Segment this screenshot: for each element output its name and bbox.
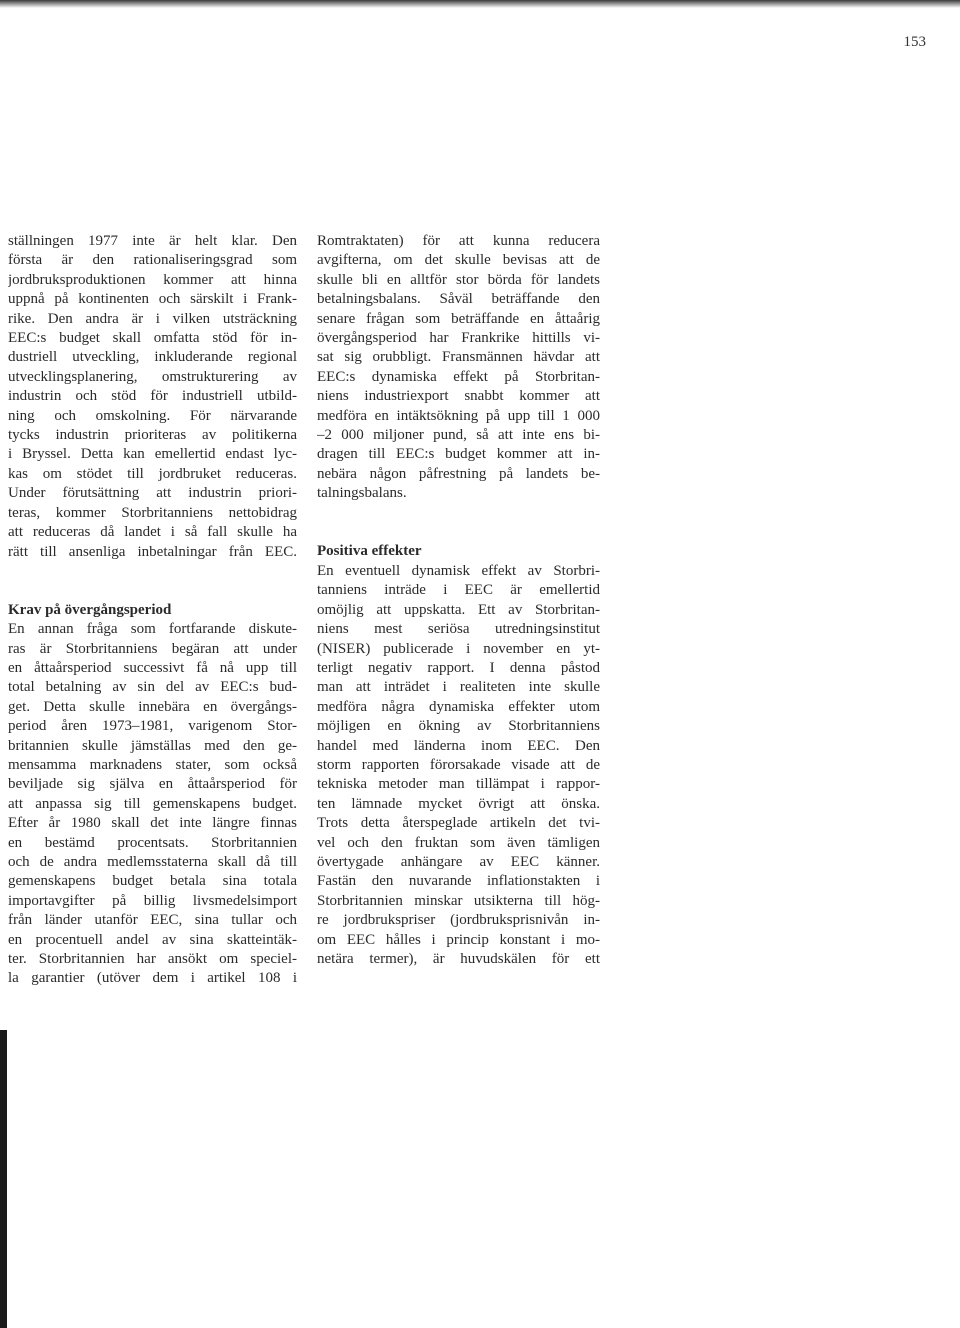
text-line: britannien skulle jämställas med den ge- xyxy=(8,737,297,754)
text-line: Romtraktaten) för att kunna reducera xyxy=(317,233,600,249)
text-line: dustriell utveckling, inkluderande regional xyxy=(8,349,297,366)
text-line: En eventuell dynamisk effekt av Storbri- xyxy=(317,562,600,579)
text-line: En annan fråga som fortfarande diskute- xyxy=(8,621,297,638)
text-line: niens industriexport snabbt kommer att xyxy=(317,388,600,405)
text-line: mensamma marknadens stater, som också xyxy=(8,756,297,773)
left-column xyxy=(8,232,297,989)
text-line: i Bryssel. Detta kan emellertid endast lyc- xyxy=(8,446,297,463)
text-line: dragen till EEC:s budget kommer att in- xyxy=(317,446,600,463)
right-paragraph-1 xyxy=(317,232,600,504)
text-line: man att inträdet i realiteten inte skulle xyxy=(317,679,600,696)
right-paragraph-2 xyxy=(317,562,600,970)
text-line: Storbritannien minskar utsikterna till hög- xyxy=(317,892,600,909)
text-line: ras är Storbritanniens begäran att under xyxy=(8,640,297,657)
text-line: vel och den fruktan som även tämligen xyxy=(317,834,600,851)
text-line: tekniska metoder man tillämpat i rappor- xyxy=(317,776,600,793)
text-line: senare frågan som beträffande en åttaårig xyxy=(317,310,600,327)
text-line: från länder utanför EEC, sina tullar och xyxy=(8,912,297,929)
right-column xyxy=(317,232,600,969)
text-line: handel med länderna inom EEC. Den xyxy=(317,737,600,754)
text-line: Efter år 1980 skall det inte längre finnas xyxy=(8,815,297,832)
text-line: och de andra medlemsstaterna skall då till xyxy=(8,853,297,870)
text-line: teras, kommer Storbritanniens nettobidrag xyxy=(8,504,297,521)
text-line: netära termer), är huvudskälen för ett xyxy=(317,951,600,967)
text-line: Fastän den nuvarande inflationstakten i xyxy=(317,873,600,890)
text-line: att anpassa sig till gemenskapens budget. xyxy=(8,795,297,812)
text-line: re jordbrukspriser (jordbruksprisnivån in- xyxy=(317,912,600,929)
text-line: övergångsperiod har Frankrike hittills vi- xyxy=(317,330,600,347)
text-line: ten lämnade mycket övrigt att önska. xyxy=(317,795,600,812)
left-paragraph-1 xyxy=(8,232,297,562)
text-line: uppnå på kontinenten och särskilt i Frank- xyxy=(8,291,297,308)
text-line: EEC:s budget skall omfatta stöd för in- xyxy=(8,330,297,347)
text-line: möjligen en ökning av Storbritanniens xyxy=(317,718,600,735)
text-line: utvecklingsplanering, omstrukturering av xyxy=(8,368,297,385)
scan-edge-top xyxy=(0,0,960,8)
text-line: omöjlig att uppskatta. Ett av Storbritan- xyxy=(317,601,600,618)
text-line: rike. Den andra är i vilken utsträckning xyxy=(8,310,297,327)
text-line: om EEC hålles i princip konstant i mo- xyxy=(317,931,600,948)
text-line: Under förutsättning att industrin priori- xyxy=(8,485,297,502)
text-line: talningsbalans. xyxy=(317,485,407,502)
text-line: beviljade sig själva en åttaårsperiod för xyxy=(8,776,297,793)
text-line: gemenskapens budget betala sina totala xyxy=(8,873,297,890)
text-line: övertygade anhängare av EEC känner. xyxy=(317,853,600,870)
left-paragraph-2 xyxy=(8,620,297,989)
text-line: jordbruksproduktionen kommer att hinna xyxy=(8,271,297,288)
text-line: sat sig orubbligt. Fransmännen hävdar att xyxy=(317,349,600,366)
text-line: get. Detta skulle innebära en övergångs- xyxy=(8,698,297,715)
text-line: första är den rationaliseringsgrad som xyxy=(8,252,297,269)
section-heading-positiva: Positiva effekter xyxy=(317,543,422,560)
text-line: tycks industrin prioriteras av politikerna xyxy=(8,427,297,444)
section-heading-krav: Krav på övergångsperiod xyxy=(8,601,172,618)
text-line: importavgifter på billig livsmedelsimport xyxy=(8,892,297,909)
text-line: storm rapporten förorsakade visade att de xyxy=(317,756,600,773)
text-line: period åren 1973–1981, varigenom Stor- xyxy=(8,718,297,735)
text-line: total betalning av sin del av EEC:s bud- xyxy=(8,679,297,696)
text-line: la garantier (utöver dem i artikel 108 i xyxy=(8,970,297,987)
scan-edge-left xyxy=(0,1030,7,1328)
text-line: (NISER) publicerade i november en yt- xyxy=(317,640,600,657)
text-line: terligt negativ rapport. I denna påstod xyxy=(317,659,600,676)
text-line: en åttaårsperiod successivt få nå upp till xyxy=(8,659,297,676)
text-line: niens mest seriösa utredningsinstitut xyxy=(317,621,600,638)
text-line: tanniens inträde i EEC är emellertid xyxy=(317,582,600,599)
text-line: Trots detta återspeglade artikeln det tvi- xyxy=(317,815,600,832)
text-line: rätt till ansenliga inbetalningar från EEC. xyxy=(8,543,297,560)
page-number: 153 xyxy=(903,34,926,50)
text-line: att reduceras då landet i så fall skulle ha xyxy=(8,524,297,541)
text-line: medföra några dynamiska effekter utom xyxy=(317,698,600,715)
text-line: nebära någon påfrestning på landets be- xyxy=(317,465,600,482)
text-line: skulle bli en alltför stor börda för landets xyxy=(317,271,600,288)
text-line: –2 000 miljoner pund, så att inte ens bi- xyxy=(317,427,600,444)
text-line: medföra en intäktsökning på upp till 1 000 xyxy=(317,407,600,424)
text-line: EEC:s dynamiska effekt på Storbritan- xyxy=(317,368,600,385)
text-line: ställningen 1977 inte är helt klar. Den xyxy=(8,233,297,249)
text-line: en procentuell andel av sina skatteintäk- xyxy=(8,931,297,948)
text-line: en bestämd procentsats. Storbritannien xyxy=(8,834,297,851)
text-line: ning och omskolning. För närvarande xyxy=(8,407,297,424)
text-line: kas om stödet till jordbruket reduceras. xyxy=(8,465,297,482)
text-line: avgifterna, om det skulle bevisas att de xyxy=(317,252,600,269)
text-line: betalningsbalans. Såväl beträffande den xyxy=(317,291,600,308)
text-line: ter. Storbritannien har ansökt om speciel- xyxy=(8,951,297,967)
text-line: industrin och stöd för industriell utbild- xyxy=(8,388,297,405)
